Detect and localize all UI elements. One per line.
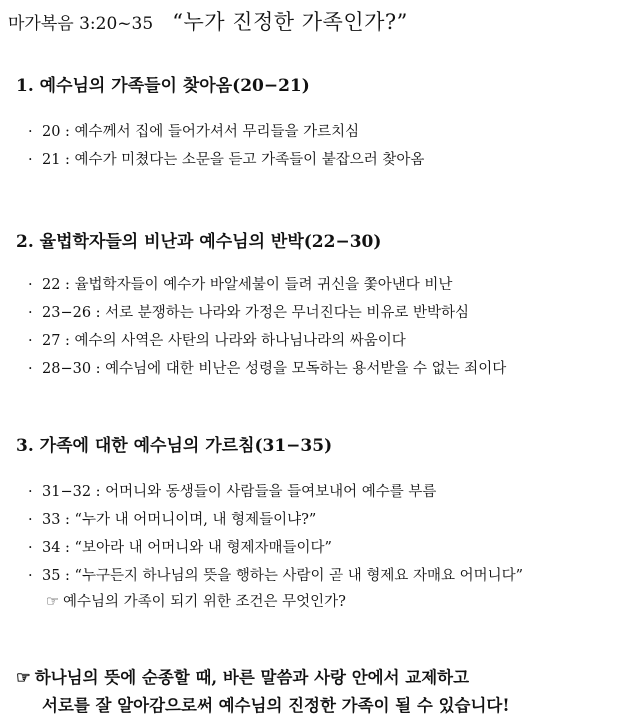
list-item bbox=[28, 299, 506, 327]
scripture-reference: 마가복음 3:20~35 bbox=[8, 14, 154, 34]
list-item-text: 27 : 예수의 사역은 사탄의 나라와 하나님나라의 싸움이다 bbox=[42, 333, 406, 349]
discussion-question-text: 예수님의 가족이 되기 위한 조건은 무엇인가? bbox=[63, 594, 346, 610]
list-item bbox=[28, 562, 523, 590]
list-item bbox=[28, 478, 523, 506]
list-item-text: 21 : 예수가 미쳤다는 소문을 듣고 가족들이 붙잡으러 찾아옴 bbox=[42, 152, 425, 168]
list-item-text: 31−32 : 어머니와 동생들이 사람들을 들여보내어 예수를 부름 bbox=[42, 484, 437, 500]
bullet-icon: · bbox=[28, 124, 33, 140]
bullet-icon: · bbox=[28, 568, 33, 584]
bullet-icon: · bbox=[28, 277, 33, 293]
list-item-text: 35 : “누구든지 하나님의 뜻을 행하는 사람이 곧 내 형제요 자매요 어머니다” bbox=[42, 568, 524, 584]
bullet-icon: · bbox=[28, 305, 33, 321]
list-item bbox=[28, 118, 424, 146]
page-title bbox=[8, 6, 408, 36]
list-item bbox=[28, 271, 506, 299]
discussion-question bbox=[46, 590, 346, 611]
conclusion-line-2: 서로를 잘 알아감으로써 예수님의 진정한 가족이 될 수 있습니다! bbox=[42, 696, 510, 715]
list-item-text: 20 : 예수께서 집에 들어가셔서 무리들을 가르치심 bbox=[42, 124, 360, 140]
list-item-text: 34 : “보아라 내 어머니와 내 형제자매들이다” bbox=[42, 540, 332, 556]
section-3-heading: 3. 가족에 대한 예수님의 가르침(31−35) bbox=[16, 436, 333, 456]
list-item bbox=[28, 506, 523, 534]
list-item bbox=[28, 146, 424, 174]
conclusion-line-1 bbox=[16, 664, 510, 692]
pointing-hand-icon: ☞ bbox=[16, 668, 31, 687]
section-2-list bbox=[28, 271, 506, 383]
list-item-text: 28−30 : 예수님에 대한 비난은 성령을 모독하는 용서받을 수 없는 죄이다 bbox=[42, 361, 507, 377]
section-2-heading: 2. 율법학자들의 비난과 예수님의 반박(22−30) bbox=[16, 232, 382, 252]
title-question: “누가 진정한 가족인가?” bbox=[172, 10, 408, 34]
bullet-icon: · bbox=[28, 540, 33, 556]
list-item-text: 23−26 : 서로 분쟁하는 나라와 가정은 무너진다는 비유로 반박하심 bbox=[42, 305, 469, 321]
conclusion-text-1: 하나님의 뜻에 순종할 때, 바른 말씀과 사랑 안에서 교제하고 bbox=[34, 668, 470, 687]
bullet-icon: · bbox=[28, 333, 33, 349]
section-1-list bbox=[28, 118, 424, 174]
list-item bbox=[28, 534, 523, 562]
bullet-icon: · bbox=[28, 484, 33, 500]
list-item bbox=[28, 327, 506, 355]
bullet-icon: · bbox=[28, 152, 33, 168]
conclusion bbox=[16, 664, 510, 720]
bullet-icon: · bbox=[28, 512, 33, 528]
list-item-text: 33 : “누가 내 어머니이며, 내 형제들이냐?” bbox=[42, 512, 317, 528]
list-item-text: 22 : 율법학자들이 예수가 바알세불이 들려 귀신을 쫓아낸다 비난 bbox=[42, 277, 453, 293]
bullet-icon: · bbox=[28, 361, 33, 377]
pointing-hand-icon: ☞ bbox=[46, 594, 59, 610]
section-3-list bbox=[28, 478, 523, 590]
list-item bbox=[28, 355, 506, 383]
section-1-heading: 1. 예수님의 가족들이 찾아옴(20−21) bbox=[16, 76, 310, 96]
